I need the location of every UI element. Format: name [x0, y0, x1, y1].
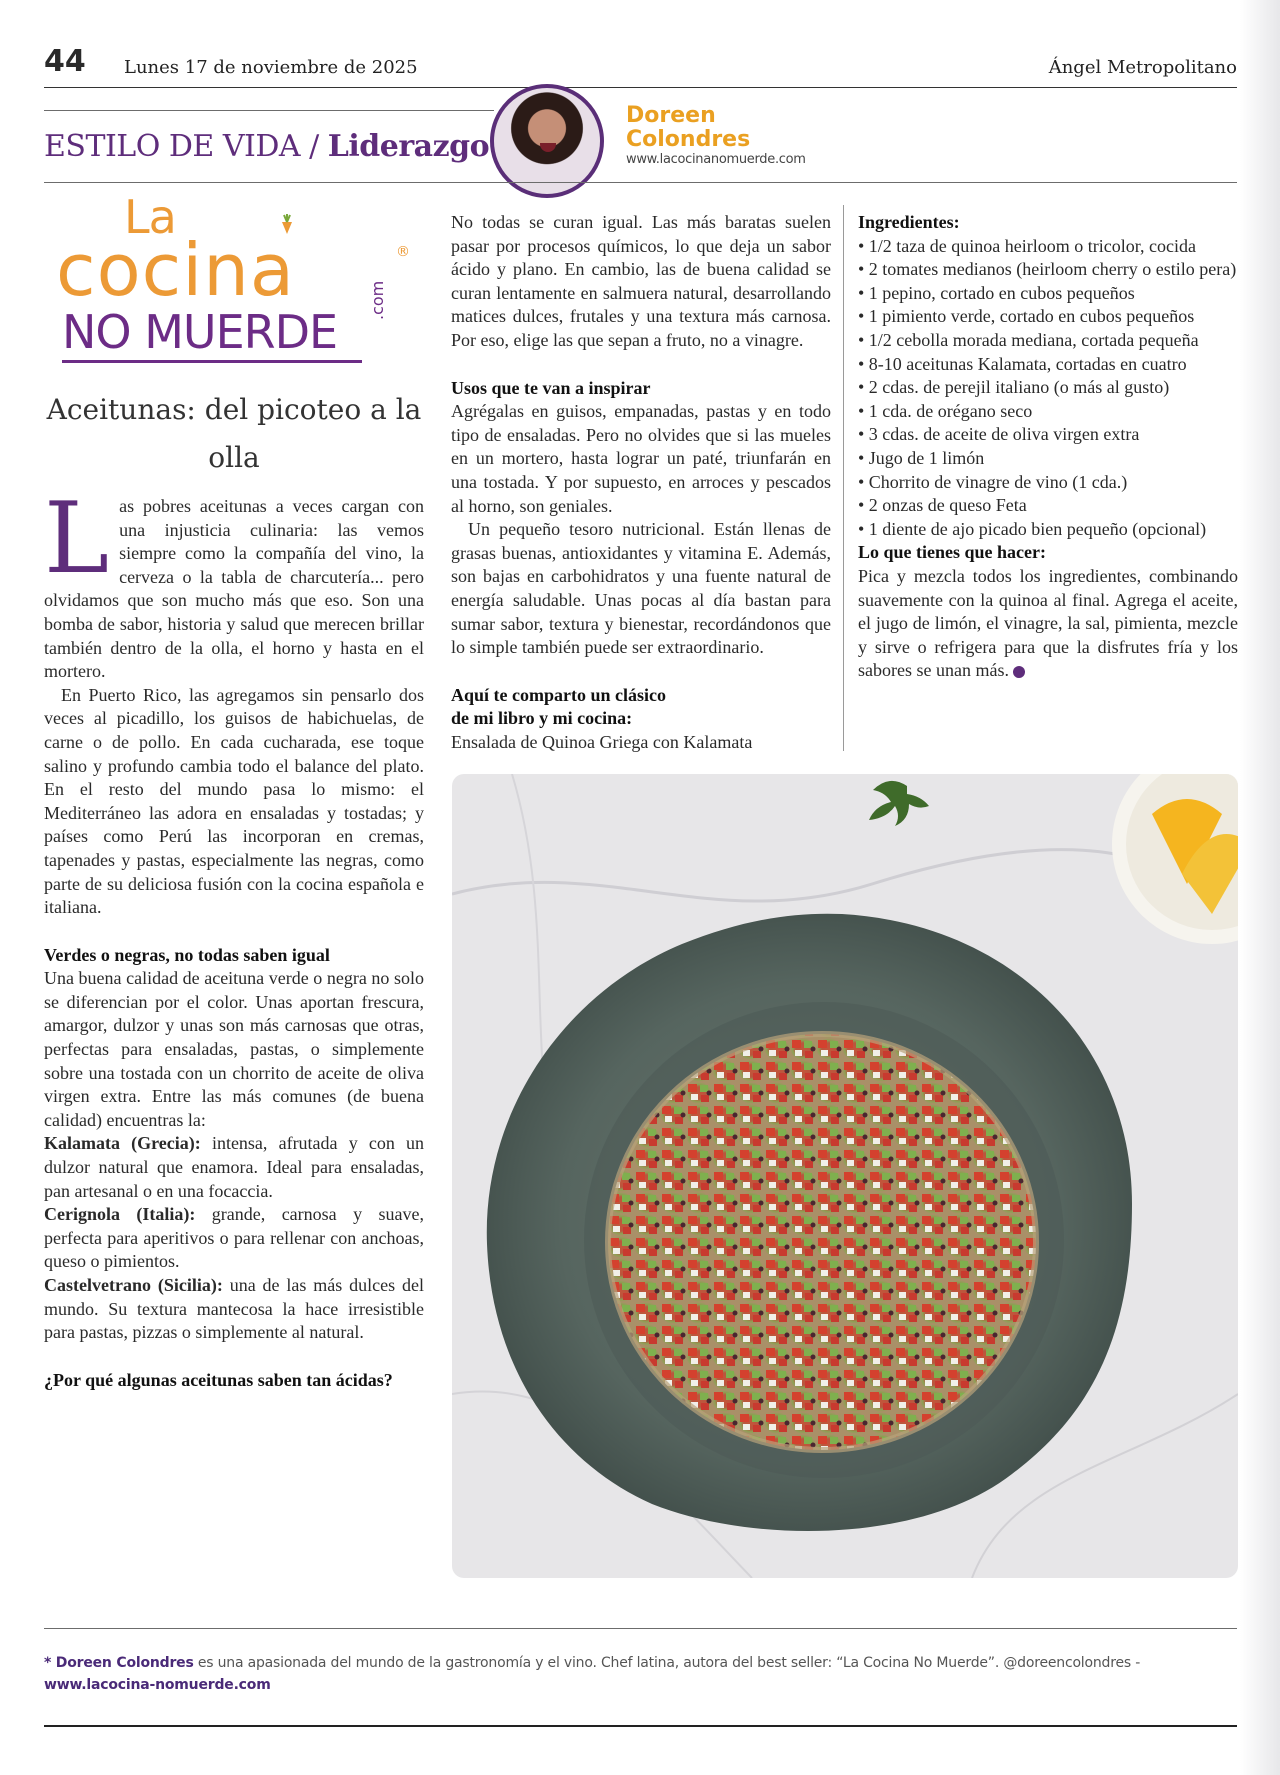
ingredient-item: • 2 cdas. de perejil italiano (o más al gusto) [858, 377, 1170, 398]
ingredient-item: • 1 diente de ajo picado bien pequeño (opcional) [858, 518, 1207, 539]
subheading-verdes: Verdes o negras, no todas saben igual [44, 944, 330, 965]
intro-text: as pobres aceitunas a veces cargan con una injusticia culinaria: las vemos siempre como la compañía del vino, la cerveza o la tabla de charcutería... pero olvidamos que son mucho más que eso. Son una bomba de sabor, historia y salud que merecen brillar también dentro de la olla, el horno y hasta en el mortero. [44, 496, 424, 682]
footnote-author-name: Doreen Colondres [55, 1655, 194, 1671]
header-bottom-rule [44, 182, 1237, 183]
recipe-name: Ensalada de Quinoa Griega con Kalamata [451, 731, 753, 752]
end-mark-icon [1013, 666, 1025, 678]
page-edge-shadow [1240, 0, 1280, 1775]
header-rule [44, 87, 1237, 88]
section-rule [44, 110, 494, 111]
salad-photo [452, 774, 1238, 1578]
article-column-2 [451, 211, 831, 754]
ingredient-item: • 1 pimiento verde, cortado en cubos pequeños [858, 306, 1195, 327]
footnote-bio: es una apasionada del mundo de la gastronomía y el vino. Chef latina, autora del best seller: “La Cocina No Muerde”. @doreencolondres - [193, 1655, 1141, 1671]
author-bio-footnote [44, 1652, 1237, 1696]
ingredients-list [858, 235, 1238, 542]
paragraph-acidas: No todas se curan igual. Las más baratas suelen pasar por procesos químicos, lo que deja un sabor ácido y plano. En cambio, las de buena calidad se curan lentamente en salmuera natural, desarrollando matices dulces, frutales y una textura más carnosa. Por eso, elige las que sepan a fruto, no a vinagre. [451, 212, 831, 350]
logo-cocina: cocina [56, 228, 295, 312]
ingredient-item: • 1 pepino, cortado en cubos pequeños [858, 282, 1135, 303]
subheading-clasico-1: Aquí te comparto un clásico [451, 684, 666, 705]
author-website[interactable]: www.lacocinanomuerde.com [626, 152, 806, 167]
subsection-label: Liderazgo [327, 129, 490, 164]
steps-text: Pica y mezcla todos los ingredientes, combinando suavemente con la quinoa al final. Agrega el aceite, el jugo de limón, el vinagre, la sal, pimienta, mezcle y sirve o refrigera para que la disfrutes fría y los sabores se unan más. [858, 565, 1238, 681]
footnote-asterisk: * [44, 1655, 56, 1671]
castelvetrano-text: una de las más dulces del mundo. Su textura mantecosa la hace irresistible para pastas, pizzas o simplemente al natural. [44, 1275, 424, 1343]
ingredient-item: • Chorrito de vinagre de vino (1 cda.) [858, 471, 1128, 492]
ingredient-item: • 1/2 cebolla morada mediana, cortada pequeña [858, 329, 1199, 350]
paragraph-puerto-rico: En Puerto Rico, las agregamos sin pensarlo dos veces al picadillo, los guisos de habichuelas, de carne o de pollo. En cada cucharada, ese toque salino y profundo cambia todo el balance del plato. En el resto del mundo pasa lo mismo: el Mediterráneo las adora en ensaladas y tostadas; y países como Perú las incorporan en cremas, tapenades y pastas, especialmente las negras, como parte de su deliciosa fusión con la cocina española e italiana. [44, 684, 424, 918]
author-avatar [490, 84, 604, 198]
paragraph-cerignola [44, 1203, 424, 1274]
steps-heading: Lo que tienes que hacer: [858, 542, 1046, 563]
footer-rule [44, 1628, 1237, 1629]
ingredient-item: • 1/2 taza de quinoa heirloom o tricolor, cocida [858, 235, 1196, 256]
footnote-url[interactable]: www.lacocina-nomuerde.com [44, 1677, 271, 1693]
logo-no-muerde: NO MUERDE [62, 305, 338, 359]
publication-name: Ángel Metropolitano [1048, 57, 1237, 78]
castelvetrano-label: Castelvetrano (Sicilia): [44, 1275, 223, 1295]
subheading-clasico-2: de mi libro y mi cocina: [451, 708, 633, 729]
paragraph-verdes: Una buena calidad de aceituna verde o negra no solo se diferencian por el color. Unas aportan frescura, amargor, dulzor y unas son más carnosas que otras, perfectas para ensaladas, pastas, o simplemente sobre una tostada con un chorrito de aceite de oliva virgen extra. Entre las más comunes (de buena calidad) encuentras la: [44, 968, 424, 1130]
dateline: Lunes 17 de noviembre de 2025 [124, 57, 418, 78]
section-title [44, 129, 489, 164]
paragraph-castelvetrano [44, 1274, 424, 1345]
steps-paragraph [858, 565, 1238, 683]
section-label: ESTILO DE VIDA / [44, 129, 319, 164]
ingredient-item: • Jugo de 1 limón [858, 447, 985, 468]
kalamata-text: intensa, afrutada y con un dulzor natural que enamora. Ideal para ensaladas, pan artesanal o en una focaccia. [44, 1133, 424, 1201]
column-divider-2 [843, 205, 844, 751]
logo-la: La [124, 190, 176, 244]
page-number: 44 [44, 44, 86, 79]
ingredient-item: • 1 cda. de orégano seco [858, 400, 1033, 421]
ingredient-item: • 2 onzas de queso Feta [858, 495, 1027, 516]
logo-underline [62, 360, 362, 363]
intro-paragraph [44, 482, 424, 684]
subheading-acidas: ¿Por qué algunas aceitunas saben tan ácidas? [44, 1369, 393, 1390]
ingredient-item: • 8-10 aceitunas Kalamata, cortadas en cuatro [858, 353, 1187, 374]
page-end-rule [44, 1725, 1237, 1727]
drop-cap: L [44, 482, 110, 596]
recipe-column [858, 211, 1238, 683]
logo-com: .com [368, 280, 387, 320]
article-column-1 [44, 482, 424, 1392]
cerignola-text: grande, carnosa y suave, perfecta para aperitivos o para rellenar con anchoas, queso o pimientos. [44, 1204, 424, 1272]
paragraph-tesoro: Un pequeño tesoro nutricional. Están llenas de grasas buenas, antioxidantes y vitamina E. Además, son bajas en carbohidratos y una fuente natural de energía saludable. Unas pocas al día bastan para sumar sabor, textura y bienestar, recordándonos que lo simple también puede ser extraordinario. [451, 519, 831, 658]
ingredient-item: • 3 cdas. de aceite de oliva virgen extra [858, 424, 1140, 445]
paragraph-usos: Agrégalas en guisos, empanadas, pastas y en todo tipo de ensaladas. Pero no olvides que si las mueles en un mortero, hasta lograr un paté, triunfarán en una tostada. Y por supuesto, en arroces y pescados al horno, son geniales. [451, 401, 831, 516]
author-name: Doreen Colondres [626, 103, 751, 152]
logo-registered: ® [396, 244, 410, 260]
cerignola-label: Cerignola (Italia): [44, 1204, 196, 1225]
kalamata-label: Kalamata (Grecia): [44, 1133, 201, 1154]
column-logo [56, 190, 416, 375]
paragraph-kalamata [44, 1132, 424, 1203]
ingredient-item: • 2 tomates medianos (heirloom cherry o estilo pera) [858, 259, 1237, 280]
article-headline: Aceitunas: del picoteo a la olla [46, 393, 422, 474]
ingredients-heading: Ingredientes: [858, 212, 960, 232]
subheading-usos: Usos que te van a inspirar [451, 377, 651, 398]
